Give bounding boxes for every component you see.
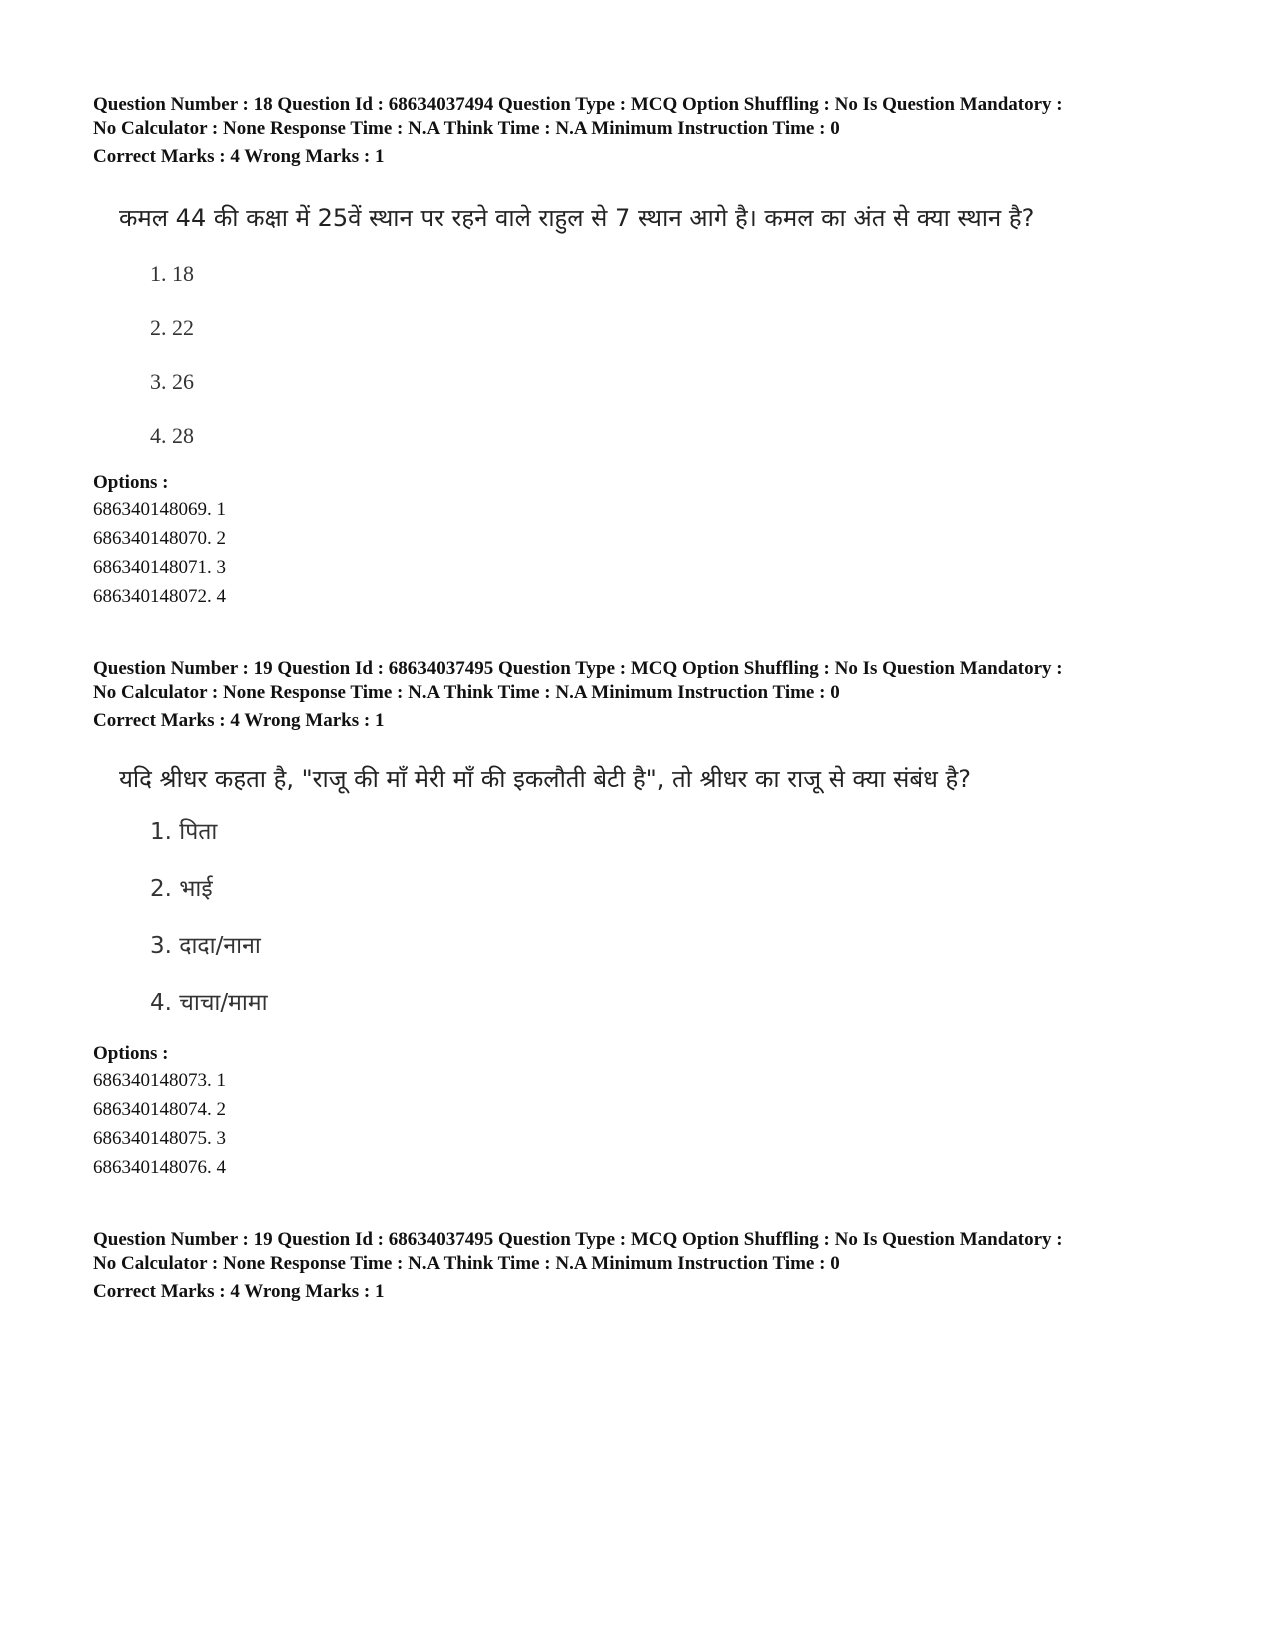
choice-item: 1. पिता <box>150 819 218 845</box>
question-meta-line-2: No Calculator : None Response Time : N.A Think Time : N.A Minimum Instruction Time : 0 <box>93 682 840 703</box>
question-text-19 <box>93 763 1203 795</box>
question-meta-line-2: No Calculator : None Response Time : N.A Think Time : N.A Minimum Instruction Time : 0 <box>93 1253 840 1274</box>
question-meta-line-1: Question Number : 18 Question Id : 68634037494 Question Type : MCQ Option Shuffling : No Is Question Mandatory : <box>93 94 1063 115</box>
choice-item: 2. भाई <box>150 876 213 902</box>
option-row: 686340148073. 1 <box>93 1070 226 1091</box>
question-meta-line-2: No Calculator : None Response Time : N.A Think Time : N.A Minimum Instruction Time : 0 <box>93 118 840 139</box>
options-block-18 <box>93 471 1203 611</box>
question-meta-line-1: Question Number : 19 Question Id : 68634037495 Question Type : MCQ Option Shuffling : No Is Question Mandatory : <box>93 1229 1063 1250</box>
options-label: Options : <box>93 472 169 493</box>
choice-item: 1. 18 <box>150 261 194 286</box>
option-row: 686340148076. 4 <box>93 1157 226 1178</box>
option-row: 686340148074. 2 <box>93 1099 226 1120</box>
question-marks: Correct Marks : 4 Wrong Marks : 1 <box>93 710 385 731</box>
question-meta-line-1: Question Number : 19 Question Id : 68634037495 Question Type : MCQ Option Shuffling : No Is Question Mandatory : <box>93 658 1063 679</box>
question-text-18 <box>93 202 1203 234</box>
option-row: 686340148072. 4 <box>93 586 226 607</box>
choice-item: 3. दादा/नाना <box>150 933 261 959</box>
option-row: 686340148070. 2 <box>93 528 226 549</box>
choice-item: 3. 26 <box>150 369 194 394</box>
option-row: 686340148071. 3 <box>93 557 226 578</box>
option-row: 686340148075. 3 <box>93 1128 226 1149</box>
choice-item: 2. 22 <box>150 315 194 340</box>
question-block-18 <box>93 93 1203 169</box>
choice-item: 4. 28 <box>150 423 194 448</box>
options-label: Options : <box>93 1043 169 1064</box>
question-text: यदि श्रीधर कहता है, "राजू की माँ मेरी माँ की इकलौती बेटी है", तो श्रीधर का राजू से क्या संबंध है? <box>119 765 971 793</box>
question-text: कमल 44 की कक्षा में 25वें स्थान पर रहने वाले राहुल से 7 स्थान आगे है। कमल का अंत से क्या स्थान है? <box>119 204 1035 232</box>
question-marks: Correct Marks : 4 Wrong Marks : 1 <box>93 1281 385 1302</box>
option-row: 686340148069. 1 <box>93 499 226 520</box>
question-block-19 <box>93 657 1203 733</box>
options-block-19 <box>93 1042 1203 1182</box>
question-marks: Correct Marks : 4 Wrong Marks : 1 <box>93 146 385 167</box>
choice-item: 4. चाचा/मामा <box>150 990 268 1016</box>
question-block-19-repeat <box>93 1228 1203 1304</box>
